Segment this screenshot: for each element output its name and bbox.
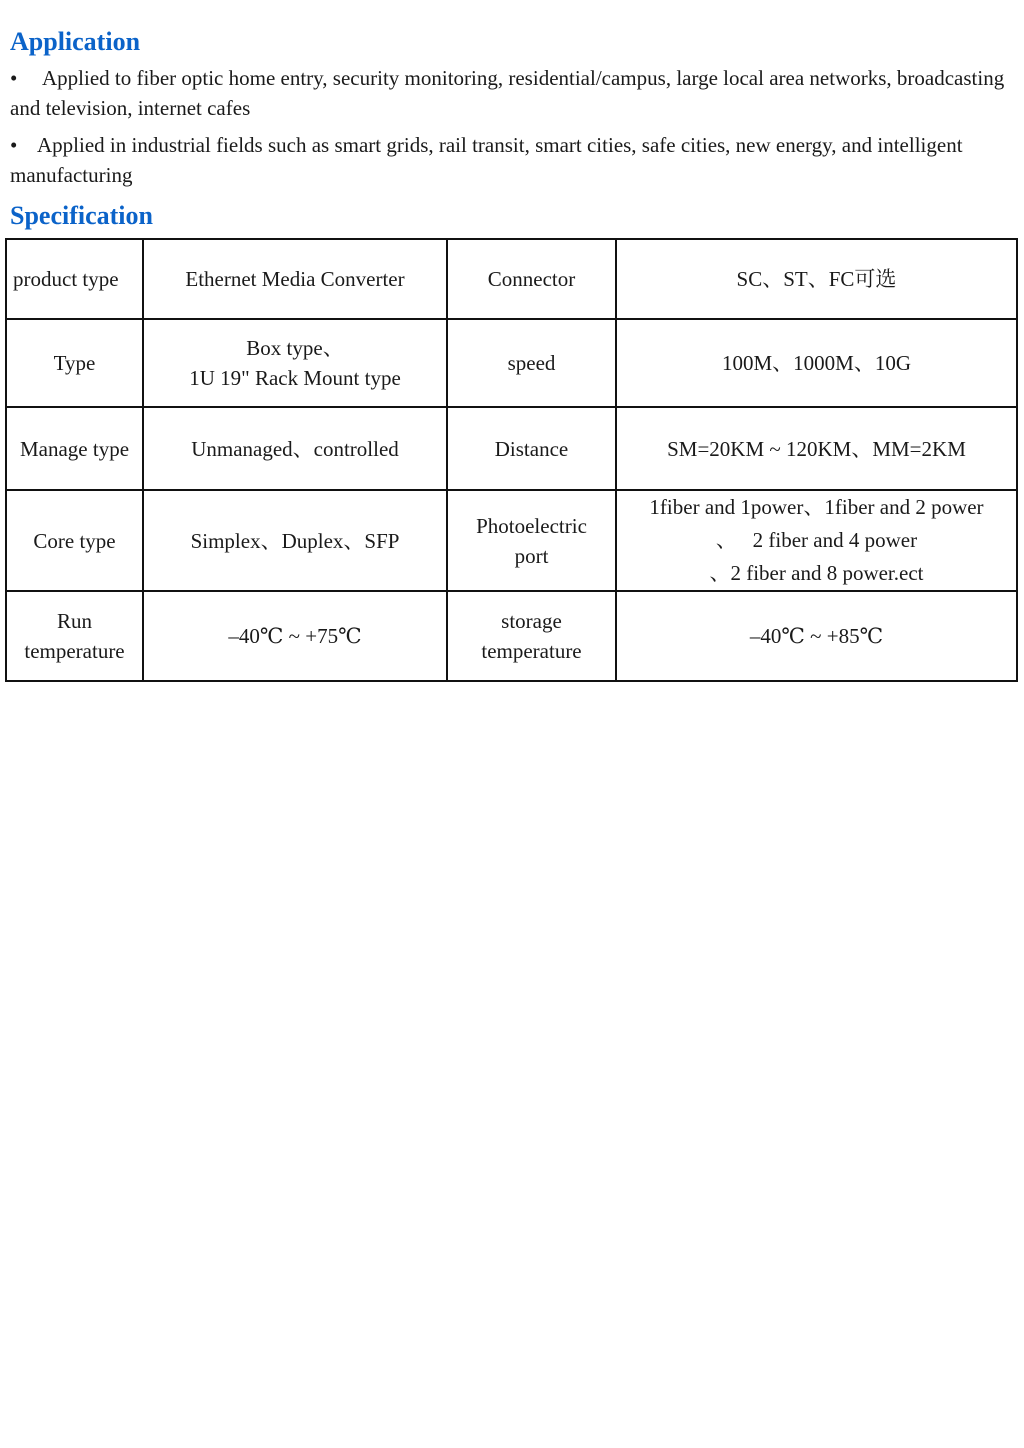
spec-label: [6, 319, 143, 407]
table-row: [6, 591, 1017, 681]
spec-value-text: 、 2 fiber and 4 power: [715, 528, 918, 552]
bullet-icon: •: [10, 133, 18, 157]
spec-value: [616, 490, 1017, 591]
bullet-text: Applied in industrial fields such as smart grids, rail transit, smart cities, safe cities, new energy, and intelligent manufacturing: [10, 133, 963, 187]
spec-value: [616, 319, 1017, 407]
table-row: [6, 490, 1017, 591]
spec-value-text: Ethernet Media Converter: [185, 267, 405, 291]
spec-label-text: Manage type: [19, 436, 130, 461]
spec-label-text: Photoelectric: [476, 513, 587, 538]
specification-heading: Specification: [10, 201, 153, 230]
spec-value: [143, 239, 447, 319]
specification-table: [5, 238, 1018, 682]
spec-label-text: temperature: [481, 639, 582, 663]
application-heading: Application: [10, 27, 141, 56]
spec-value-text: Box type、: [246, 336, 344, 360]
spec-value-text: –40℃ ~ +85℃: [749, 624, 884, 648]
spec-value-text: Unmanaged、controlled: [191, 436, 399, 461]
spec-label-text: temperature: [24, 639, 125, 663]
spec-value-text: SC、ST、FC可选: [736, 267, 897, 291]
spec-value-text: 1fiber and 1power、1fiber and 2 power: [649, 495, 984, 519]
application-bullet: [10, 130, 1015, 190]
table-row: [6, 239, 1017, 319]
spec-value-text: –40℃ ~ +75℃: [228, 624, 362, 648]
spec-label: [447, 591, 616, 681]
spec-value-text: Simplex、Duplex、SFP: [190, 528, 400, 553]
spec-value: [143, 407, 447, 490]
spec-value: [616, 591, 1017, 681]
spec-value: [143, 490, 447, 591]
spec-label: [6, 591, 143, 681]
spec-label: [6, 407, 143, 490]
spec-label: [447, 319, 616, 407]
bullet-icon: •: [10, 66, 18, 90]
spec-value-text: 、2 fiber and 8 power.ect: [709, 561, 924, 585]
spec-label-text: Distance: [494, 436, 569, 461]
spec-value: [143, 319, 447, 407]
table-row: [6, 319, 1017, 407]
spec-value-text: 1U 19" Rack Mount type: [189, 366, 401, 390]
spec-label: [6, 239, 143, 319]
spec-label-text: Type: [53, 351, 96, 375]
spec-label: [447, 407, 616, 490]
spec-label-text: Run: [56, 609, 92, 633]
spec-label-text: product type: [13, 267, 119, 291]
spec-label-text: Core type: [33, 528, 116, 553]
spec-value-text: 100M、1000M、10G: [721, 351, 911, 375]
spec-value-text: SM=20KM ~ 120KM、MM=2KM: [667, 436, 966, 461]
table-row: [6, 407, 1017, 490]
application-bullet: [10, 63, 1015, 123]
spec-value: [616, 239, 1017, 319]
spec-label-text: Connector: [487, 267, 576, 291]
spec-value: [143, 591, 447, 681]
spec-label: [447, 490, 616, 591]
spec-value: [616, 407, 1017, 490]
spec-label-text: storage: [501, 609, 562, 633]
spec-label-text: port: [514, 543, 549, 568]
spec-label-text: speed: [507, 351, 556, 375]
bullet-text: Applied to fiber optic home entry, security monitoring, residential/campus, large local area networks, broadcasting and television, internet cafes: [10, 66, 1005, 120]
spec-label: [447, 239, 616, 319]
spec-label: [6, 490, 143, 591]
